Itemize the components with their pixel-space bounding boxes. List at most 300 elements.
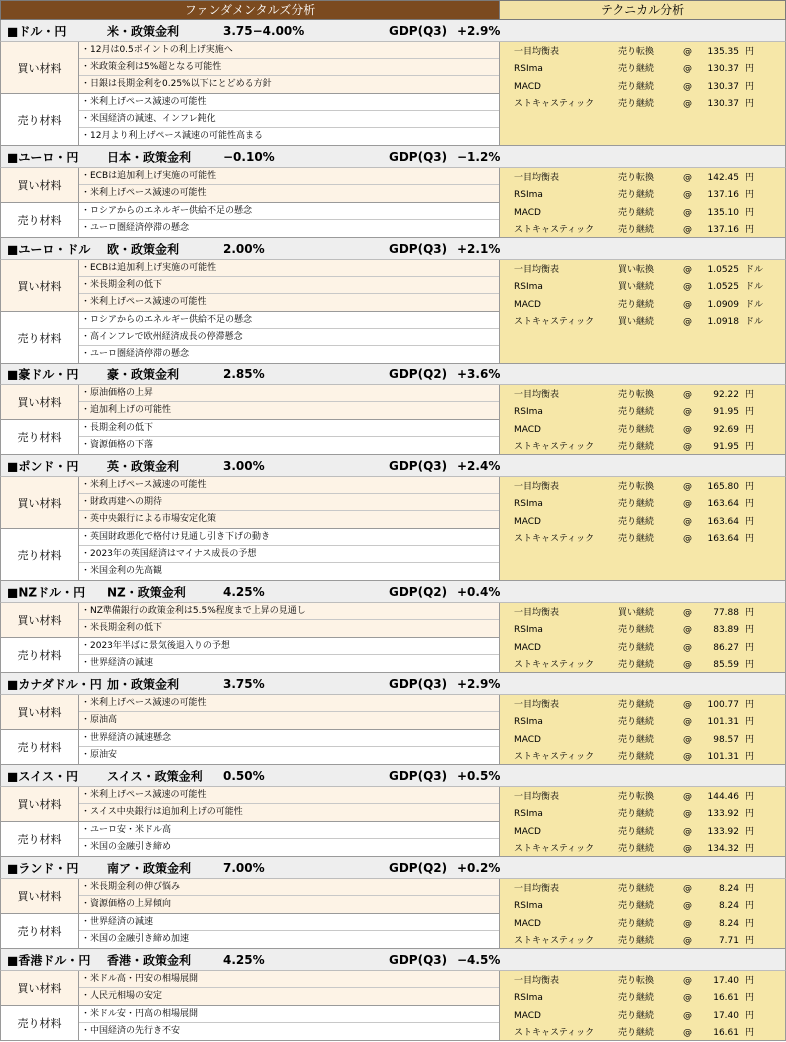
gdp-value: +2.4% [457,458,501,473]
currency-pair-label: ■香港ドル・円 [7,953,91,967]
at-sign: @ [683,316,692,327]
signal: 売り継続 [618,717,655,728]
unit: 円 [745,642,755,653]
technical-row [500,170,785,187]
gdp-label: GDP(Q3) [389,458,448,473]
signal: 買い継続 [618,316,655,327]
sell-factors-group [0,312,499,364]
technical-row [500,262,785,279]
indicator-name: MACD [514,918,541,929]
price-value: 17.40 [713,1010,739,1021]
at-sign: @ [683,207,692,218]
currency-pair-label: ■ユーロ・円 [7,150,79,164]
signal: 売り継続 [618,98,655,109]
indicator-name: RSIma [514,993,543,1004]
technical-row [500,749,785,766]
buy-factor-item: ・日銀は長期金利を0.25%以下にとどめる方針 [81,79,272,89]
currency-pair-label: ■ユーロ・ドル [7,242,91,256]
at-sign: @ [683,717,692,728]
technical-row [500,314,785,331]
at-sign: @ [683,792,692,802]
technical-row [500,933,785,950]
unit: 円 [745,47,755,57]
section-title-row [0,581,786,603]
sell-label: 売り材料 [1,420,79,454]
indicator-name: 一目均衡表 [514,173,560,183]
at-sign: @ [683,482,692,492]
technical-panel [499,603,786,673]
price-value: 8.24 [718,901,739,912]
buy-factors-group [0,603,499,638]
sell-factor-item: ・米ドル安・円高の相場展開 [79,1006,499,1023]
unit: 円 [745,792,755,802]
buy-label: 買い材料 [1,168,79,202]
signal: 買い継続 [618,608,655,618]
signal: 売り継続 [618,407,655,418]
indicator-name: MACD [514,642,541,653]
signal: 売り継続 [618,918,655,929]
section-title-row [0,765,786,787]
price-value: 77.88 [713,608,739,618]
unit: 円 [745,826,755,837]
price-value: 17.40 [713,976,739,986]
sell-factor-item: ・原油安 [81,750,118,760]
signal: 売り継続 [618,190,655,201]
unit: 円 [745,918,755,929]
gdp-value: +3.6% [457,367,501,381]
unit: ドル [745,265,764,275]
at-sign: @ [683,625,692,636]
sell-label: 売り材料 [1,312,79,363]
at-sign: @ [683,441,692,452]
unit: ドル [745,299,764,310]
section-title-row [0,364,786,385]
policy-rate-label: 豪・政策金利 [107,367,180,382]
sell-factors-group [0,914,499,949]
buy-factor-item: ・財政再建への期待 [79,494,499,511]
technical-panel [499,385,786,455]
technical-row [500,732,785,749]
technical-row [500,789,785,806]
indicator-name: ストキャスティック [514,441,595,452]
unit: 円 [745,207,755,218]
technical-panel [499,971,786,1041]
unit: 円 [745,884,755,894]
buy-factor-item: ・米ドル高・円安の相場展開 [79,971,499,988]
policy-rate-label: 加・政策金利 [107,677,180,691]
indicator-name: ストキャスティック [514,533,595,544]
indicator-name: 一目均衡表 [514,390,560,400]
buy-factor-item: ・米長期金利の低下 [79,277,499,294]
price-value: 85.59 [713,659,739,670]
sell-factor-item: ・世界経済の減速懸念 [79,730,499,747]
gdp-value: +0.5% [457,768,501,783]
price-value: 92.69 [713,424,739,435]
technical-row [500,841,785,858]
price-value: 137.16 [707,190,739,201]
sell-factor-item: ・長期金利の低下 [79,420,499,437]
signal: 売り転換 [618,47,655,57]
technical-row [500,806,785,823]
signal: 売り継続 [618,499,655,510]
buy-factors-group [0,971,499,1006]
buy-factor-item: ・英中央銀行による市場安定化策 [81,514,217,524]
buy-factor-item: ・スイス中央銀行は追加利上げの可能性 [81,807,243,817]
buy-factor-item: ・米利上げペース減速の可能性 [81,297,207,307]
price-value: 8.24 [718,918,739,929]
indicator-name: MACD [514,81,541,92]
buy-label: 買い材料 [1,695,79,729]
price-value: 16.61 [713,1027,739,1038]
technical-row [500,387,785,404]
indicator-name: RSIma [514,625,543,636]
buy-label: 買い材料 [1,260,79,311]
indicator-name: ストキャスティック [514,659,595,670]
indicator-name: 一目均衡表 [514,608,560,618]
at-sign: @ [683,884,692,894]
indicator-name: RSIma [514,282,543,293]
price-value: 137.16 [707,224,739,235]
currency-section [0,857,786,949]
buy-factors-group [0,168,499,203]
indicator-name: RSIma [514,190,543,201]
policy-rate-label: NZ・政策金利 [107,585,186,599]
at-sign: @ [683,935,692,946]
technical-row [500,990,785,1007]
currency-sections [0,20,786,1041]
indicator-name: 一目均衡表 [514,482,560,492]
technical-row [500,205,785,222]
buy-factor-item: ・ECBは追加利上げ実施の可能性 [79,168,499,185]
price-value: 83.89 [713,625,739,636]
sell-label: 売り材料 [1,94,79,145]
at-sign: @ [683,282,692,293]
sell-factor-item: ・12月より利上げペース減速の可能性高まる [81,131,264,141]
sell-factor-item: ・米利上げペース減速の可能性 [79,94,499,111]
indicator-name: MACD [514,826,541,837]
policy-rate-value: 3.75−4.00% [223,23,305,38]
signal: 売り継続 [618,1010,655,1021]
price-value: 134.32 [707,843,739,854]
at-sign: @ [683,499,692,510]
signal: 売り継続 [618,700,655,710]
price-value: 135.10 [707,207,739,218]
gdp-label: GDP(Q3) [389,241,448,256]
currency-section [0,364,786,455]
signal: 売り継続 [618,809,655,820]
indicator-name: MACD [514,207,541,218]
indicator-name: 一目均衡表 [514,792,560,802]
section-title-row [0,455,786,477]
unit: 円 [745,407,755,418]
buy-label: 買い材料 [1,385,79,419]
unit: 円 [745,499,755,510]
unit: 円 [745,390,755,400]
price-value: 163.64 [707,533,739,544]
currency-section [0,238,786,364]
indicator-name: MACD [514,299,541,310]
price-value: 98.57 [713,734,739,745]
at-sign: @ [683,826,692,837]
price-value: 91.95 [713,407,739,418]
buy-factor-item: ・米利上げペース減速の可能性 [79,695,499,712]
indicator-name: ストキャスティック [514,224,595,235]
price-value: 92.22 [713,390,739,400]
unit: 円 [745,717,755,728]
currency-section [0,765,786,857]
policy-rate-value: 3.75% [223,676,265,691]
buy-factor-item: ・米利上げペース減速の可能性 [79,477,499,494]
price-value: 130.37 [707,81,739,92]
signal: 売り継続 [618,1027,655,1038]
gdp-value: −1.2% [457,149,501,164]
currency-pair-label: ■カナダドル・円 [7,677,102,691]
signal: 売り継続 [618,935,655,946]
sell-factor-item: ・英国財政悪化で格付け見通し引き下げの動き [79,529,499,546]
signal: 買い転換 [618,265,655,275]
buy-factor-item: ・原油高 [81,715,118,725]
buy-label: 買い材料 [1,477,79,528]
sell-factors-group [0,94,499,146]
at-sign: @ [683,265,692,275]
sell-factor-item: ・ユーロ圏経済停滞の懸念 [81,349,190,359]
unit: 円 [745,224,755,235]
sell-factors-group [0,203,499,238]
at-sign: @ [683,734,692,745]
price-value: 1.0525 [707,282,739,293]
price-value: 1.0909 [707,299,739,310]
unit: 円 [745,98,755,109]
indicator-name: MACD [514,516,541,527]
sell-label: 売り材料 [1,1006,79,1040]
at-sign: @ [683,642,692,653]
currency-pair-label: ■ランド・円 [7,861,79,875]
buy-factor-item: ・米利上げペース減速の可能性 [79,787,499,804]
sell-factor-item: ・高インフレで欧州経済成長の停滞懸念 [79,329,499,346]
indicator-name: ストキャスティック [514,843,595,854]
price-value: 163.64 [707,499,739,510]
technical-row [500,605,785,622]
price-value: 130.37 [707,98,739,109]
gdp-label: GDP(Q3) [389,768,448,783]
unit: 円 [745,734,755,745]
technical-panel [499,42,786,146]
indicator-name: ストキャスティック [514,1027,595,1038]
signal: 買い継続 [618,282,655,293]
signal: 売り転換 [618,792,655,802]
indicator-name: ストキャスティック [514,316,595,327]
sell-label: 売り材料 [1,638,79,672]
signal: 売り継続 [618,884,655,894]
gdp-value: +0.2% [457,860,501,875]
signal: 売り転換 [618,976,655,986]
policy-rate-value: 2.00% [223,241,265,256]
technical-row [500,187,785,204]
indicator-name: RSIma [514,64,543,75]
at-sign: @ [683,224,692,235]
technical-row [500,422,785,439]
signal: 売り継続 [618,642,655,653]
price-value: 144.46 [707,792,739,802]
buy-factor-item: ・NZ準備銀行の政策金利は5.5%程度まで上昇の見通し [79,603,499,620]
price-value: 130.37 [707,64,739,75]
technical-row [500,657,785,674]
unit: 円 [745,901,755,912]
sell-label: 売り材料 [1,203,79,237]
indicator-name: RSIma [514,407,543,418]
at-sign: @ [683,809,692,820]
unit: 円 [745,441,755,452]
price-value: 16.61 [713,993,739,1004]
unit: 円 [745,659,755,670]
at-sign: @ [683,993,692,1004]
buy-factor-item: ・人民元相場の安定 [81,991,163,1001]
technical-row [500,714,785,731]
at-sign: @ [683,976,692,986]
sell-factor-item: ・米国の金融引き締め [81,842,172,852]
technical-row [500,496,785,513]
unit: 円 [745,190,755,201]
sell-factor-item: ・2023年半ばに景気後退入りの予想 [79,638,499,655]
unit: 円 [745,482,755,492]
signal: 売り継続 [618,81,655,92]
unit: 円 [745,1010,755,1021]
signal: 売り継続 [618,516,655,527]
unit: 円 [745,751,755,762]
unit: 円 [745,1027,755,1038]
currency-pair-label: ■ポンド・円 [7,459,79,473]
gdp-label: GDP(Q2) [389,584,448,599]
at-sign: @ [683,299,692,310]
indicator-name: 一目均衡表 [514,700,560,710]
signal: 売り転換 [618,173,655,183]
buy-factors-group [0,787,499,822]
indicator-name: 一目均衡表 [514,47,560,57]
unit: 円 [745,533,755,544]
signal: 売り継続 [618,734,655,745]
policy-rate-value: −0.10% [223,149,275,164]
currency-section [0,455,786,581]
buy-factor-item: ・12月は0.5ポイントの利上げ実施へ [79,42,499,59]
indicator-name: RSIma [514,717,543,728]
price-value: 8.24 [718,884,739,894]
buy-factor-item: ・米利上げペース減速の可能性 [81,188,207,198]
at-sign: @ [683,190,692,201]
sell-factors-group [0,822,499,857]
sell-factor-item: ・資源価格の下落 [81,440,154,450]
signal: 売り継続 [618,843,655,854]
currency-section [0,673,786,765]
policy-rate-value: 4.25% [223,952,265,967]
sell-factor-item: ・米国経済の減速、インフレ鈍化 [79,111,499,128]
policy-rate-value: 2.85% [223,367,265,381]
at-sign: @ [683,516,692,527]
gdp-value: +2.9% [457,23,501,38]
indicator-name: ストキャスティック [514,98,595,109]
price-value: 163.64 [707,516,739,527]
signal: 売り継続 [618,424,655,435]
currency-section [0,146,786,238]
policy-rate-value: 3.00% [223,458,265,473]
buy-factors-group [0,477,499,529]
technical-row [500,1008,785,1025]
currency-section [0,20,786,146]
at-sign: @ [683,424,692,435]
sell-factor-item: ・ユーロ安・米ドル高 [79,822,499,839]
at-sign: @ [683,918,692,929]
buy-factors-group [0,695,499,730]
signal: 売り継続 [618,901,655,912]
at-sign: @ [683,1010,692,1021]
technical-row [500,622,785,639]
technical-row [500,1025,785,1042]
at-sign: @ [683,533,692,544]
at-sign: @ [683,98,692,109]
policy-rate-label: スイス・政策金利 [107,769,203,783]
sell-factors-group [0,730,499,765]
signal: 売り継続 [618,533,655,544]
technical-panel [499,695,786,765]
technical-row [500,514,785,531]
signal: 売り継続 [618,993,655,1004]
fundamentals-header: ファンダメンタルズ分析 [1,1,500,19]
indicator-name: RSIma [514,901,543,912]
unit: ドル [745,316,764,327]
gdp-value: −4.5% [457,952,501,967]
gdp-value: +2.1% [457,241,501,256]
currency-pair-label: ■スイス・円 [7,769,78,783]
gdp-label: GDP(Q3) [389,952,448,967]
signal: 売り継続 [618,64,655,75]
buy-label: 買い材料 [1,879,79,913]
technical-row [500,973,785,990]
at-sign: @ [683,390,692,400]
sell-factors-group [0,420,499,455]
sell-factor-item: ・米国の金融引き締め加速 [81,934,190,944]
technical-row [500,79,785,96]
sell-factors-group [0,1006,499,1041]
unit: 円 [745,993,755,1004]
sell-factor-item: ・世界経済の減速 [79,914,499,931]
technical-panel [499,168,786,238]
sell-factor-item: ・世界経済の減速 [81,658,154,668]
policy-rate-label: 欧・政策金利 [107,242,180,256]
indicator-name: RSIma [514,809,543,820]
buy-label: 買い材料 [1,971,79,1005]
gdp-value: +0.4% [457,584,501,599]
section-title-row [0,238,786,260]
technical-row [500,222,785,239]
sell-label: 売り材料 [1,914,79,948]
sell-factor-item: ・ロシアからのエネルギー供給不足の懸念 [79,312,499,329]
unit: 円 [745,976,755,986]
technical-row [500,297,785,314]
signal: 売り継続 [618,207,655,218]
indicator-name: MACD [514,1010,541,1021]
signal: 売り転換 [618,482,655,492]
section-title-row [0,673,786,695]
signal: 売り継続 [618,224,655,235]
signal: 売り継続 [618,299,655,310]
at-sign: @ [683,64,692,75]
currency-section [0,581,786,673]
at-sign: @ [683,700,692,710]
buy-label: 買い材料 [1,42,79,93]
technical-row [500,824,785,841]
at-sign: @ [683,751,692,762]
unit: 円 [745,64,755,75]
policy-rate-label: 南ア・政策金利 [107,861,192,875]
